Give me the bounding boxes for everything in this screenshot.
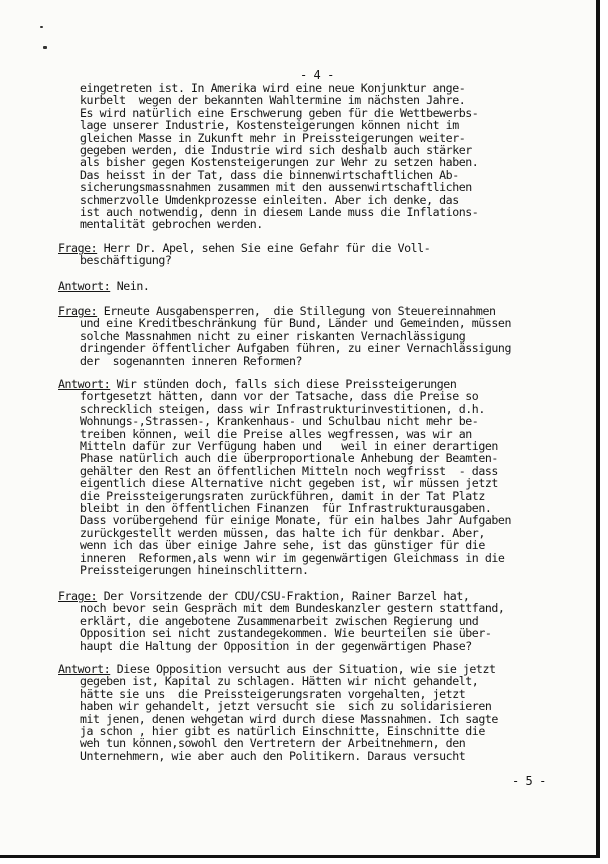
text-line: bleibt in den öffentlichen Finanzen für Infrastrukturausgaben.: [80, 501, 492, 516]
text-line: der sogenannten inneren Reformen?: [80, 353, 303, 368]
text-line: Phase natürlich auch die überproportionale Anhebung der Beamten-: [80, 451, 498, 466]
question-block: [58, 305, 511, 367]
text-line: Opposition sei nicht zustandegekommen. Wie beurteilen sie über-: [80, 626, 492, 641]
question-label: Frage:: [58, 589, 98, 603]
answer-block: [58, 663, 498, 762]
text-line: mentalität gebrochen werden.: [80, 217, 263, 232]
text-line: Dass vorübergehend für einige Monate, für ein halbes Jahr Aufgaben: [80, 513, 511, 528]
question-label: Frage:: [58, 304, 98, 318]
text-line: Wohnungs-,Strassen-, Krankenhaus- und Schulbau nicht mehr be-: [80, 414, 479, 429]
text-line: Mitteln dafür zur Verfügung haben und weil in einer derartigen: [80, 439, 498, 454]
text-line: gegeben werden, die Industrie wird sich deshalb auch stärker: [80, 143, 472, 158]
text-line: Nein.: [116, 279, 150, 293]
text-line: Preissteigerungen hineinschlittern.: [80, 563, 309, 578]
text-line: Der Vorsitzende der CDU/CSU-Fraktion, Rainer Barzel hat,: [103, 589, 470, 603]
answer-block: [58, 378, 511, 577]
answer-label: Antwort:: [58, 279, 111, 293]
continuation-paragraph: [80, 82, 478, 231]
answer-block: [58, 280, 149, 292]
text-line: dringender öffentlicher Aufgaben führen, zu einer Vernachlässigung: [80, 341, 511, 356]
answer-line: [58, 280, 149, 292]
text-line: die Preissteigerungsraten zurückführen, damit in der Tat Platz: [80, 488, 485, 503]
text-line: erklärt, die angebotene Zusammenarbeit zwischen Regierung und: [80, 613, 479, 628]
question-label: Frage:: [58, 241, 98, 255]
text-line: solche Massnahmen nicht zu einer riskanten Vernachlässigung: [80, 328, 466, 343]
text-line: Unternehmern, wie aber auch den Politikern. Daraus versucht: [80, 748, 466, 763]
text-line: schrecklich steigen, dass wir Infrastrukturinvestitionen, d.h.: [80, 401, 485, 416]
question-block: [58, 242, 430, 267]
text-line: ist auch notwendig, denn in diesem Lande muss die Inflations-: [80, 205, 479, 220]
text-line: inneren Reformen,als wenn wir im gegenwärtigen Gleichmass in die: [80, 550, 505, 565]
text-line: Wir stünden doch, falls sich diese Preissteigerungen: [116, 377, 457, 391]
text-line: treiben können, weil die Preise alles wegfressen, was wir an: [80, 426, 472, 441]
text-line: Herr Dr. Apel, sehen Sie eine Gefahr für die Voll-: [103, 241, 431, 255]
text-line: Es wird natürlich eine Erschwerung geben für die Wettbewerbs-: [80, 105, 479, 120]
text-line: wenn ich das über einige Jahre sehe, ist das günstiger für die: [80, 538, 485, 553]
text-line: noch bevor sein Gespräch mit dem Bundeskanzler gestern stattfand,: [80, 601, 505, 616]
text-line: Diese Opposition versucht aus der Situation, wie sie jetzt: [116, 662, 496, 676]
text-line: kurbelt wegen der bekannten Wahltermine im nächsten Jahre.: [80, 93, 466, 108]
text-line: eingetreten ist. In Amerika wird eine neue Konjunktur ange-: [80, 81, 466, 95]
text-line: hätte sie uns die Preissteigerungsraten vorgehalten, jetzt: [80, 686, 466, 701]
text-line: gehälter den Rest an öffentlichen Mitteln noch wegfrisst - dass: [80, 463, 498, 478]
page-number: - 4 -: [300, 68, 334, 82]
text-line: und eine Kreditbeschränkung für Bund, Länder und Gemeinden, müssen: [80, 316, 511, 331]
text-line: schmerzvolle Umdenkprozesse einleiten. Aber ich denke, das: [80, 192, 459, 207]
text-line: Das heisst in der Tat, dass die binnenwirtschaftlichen Ab-: [80, 167, 459, 182]
text-line: gleichen Masse in Zukunft mehr in Preissteigerungen weiter-: [80, 130, 466, 145]
text-line: mit jenen, denen wehgetan wird durch diese Massnahmen. Ich sagte: [80, 711, 498, 726]
answer-label: Antwort:: [58, 377, 111, 391]
text-line: zurückgestellt werden müssen, das halte ich für denkbar. Aber,: [80, 525, 485, 540]
question-block: [58, 590, 504, 652]
text-line: lage unserer Industrie, Kostensteigerungen können nicht im: [80, 118, 459, 133]
text-line: haben wir gehandelt, jetzt versucht sie sich zu solidarisieren: [80, 699, 492, 714]
text-line: weh tun können,sowohl den Vertretern der Arbeitnehmern, den: [80, 736, 466, 751]
text-line: fortgesetzt hätten, dann vor der Tatsache, dass die Preise so: [80, 389, 479, 404]
text-line: als bisher gegen Kostensteigerungen zur Wehr zu setzen haben.: [80, 155, 479, 170]
text-line: eigentlich diese Alternative nicht gegeben ist, wir müssen jetzt: [80, 476, 498, 491]
text-line: ja schon , hier gibt es natürlich Einschnitte, Einschnitte die: [80, 724, 485, 739]
answer-label: Antwort:: [58, 662, 111, 676]
text-line: sicherungsmassnahmen zusammen mit den aussenwirtschaftlichen: [80, 180, 472, 195]
text-line: haupt die Haltung der Opposition in der gegenwärtigen Phase?: [80, 638, 472, 653]
text-line: beschäftigung?: [80, 253, 172, 268]
text-line: gegeben ist, Kapital zu schlagen. Hätten wir nicht gehandelt,: [80, 674, 479, 689]
scan-speck: [40, 26, 43, 28]
text-line: Erneute Ausgabensperren, die Stillegung von Steuereinnahmen: [103, 304, 496, 318]
scan-speck: [43, 46, 47, 49]
next-page-marker: - 5 -: [512, 774, 546, 788]
